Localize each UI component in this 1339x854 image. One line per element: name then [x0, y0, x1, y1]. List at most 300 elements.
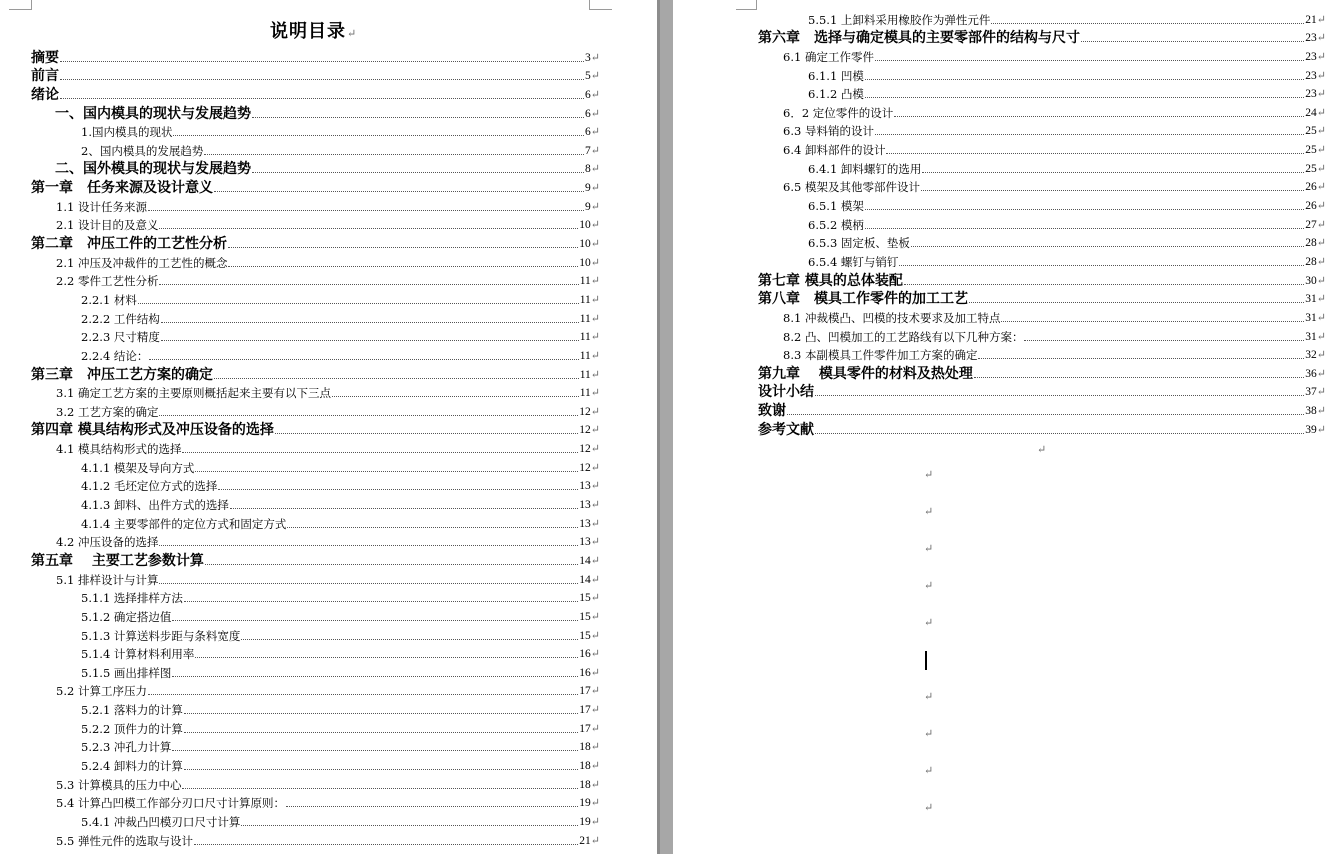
toc-page-number: 12: [579, 443, 591, 456]
toc-entry[interactable]: [0, 719, 600, 738]
toc-dot-leader: [1081, 41, 1304, 42]
toc-entry-text: 5.2 计算工序压力: [56, 684, 147, 699]
toc-page-number: 17: [579, 722, 591, 735]
toc-entry-text: 5.2.3 冲孔力计算: [81, 740, 172, 755]
toc-dot-leader: [886, 153, 1304, 154]
toc-entry[interactable]: [0, 234, 1326, 253]
toc-dot-leader: [182, 452, 578, 453]
paragraph-mark: ↵: [924, 801, 934, 814]
paragraph-mark: ↵: [590, 609, 600, 623]
toc-page-number: 6: [585, 107, 591, 120]
toc-page-number: 31: [1305, 330, 1317, 343]
toc-dot-leader: [787, 414, 1304, 415]
paragraph-mark: ↵: [1316, 292, 1326, 306]
toc-entry-text: 4.1 模具结构形式的选择: [56, 442, 182, 457]
toc-entry[interactable]: [0, 290, 1326, 309]
toc-entry-text: 5.2.1 落料力的计算: [81, 703, 183, 718]
toc-page-number: 11: [579, 349, 591, 362]
toc-entry[interactable]: [0, 458, 600, 477]
text-cursor: [925, 651, 927, 670]
paragraph-mark: ↵: [1316, 366, 1326, 380]
paragraph-mark: ↵: [590, 721, 600, 735]
toc-entry[interactable]: [0, 29, 1326, 48]
toc-entry-text: 5.1.1 选择排样方法: [81, 591, 183, 606]
paragraph-mark: ↵: [1316, 385, 1326, 399]
toc-entry[interactable]: [0, 159, 1326, 178]
toc-entry[interactable]: [0, 122, 1326, 141]
toc-entry[interactable]: [0, 401, 1326, 420]
toc-entry-text: 第三章 冲压工艺方案的确定: [31, 366, 213, 383]
paragraph-mark: ↵: [1316, 422, 1326, 436]
paragraph-mark: ↵: [590, 535, 600, 549]
toc-entry-text: 6．2 定位零件的设计: [783, 105, 894, 120]
paragraph-mark: ↵: [590, 684, 600, 698]
toc-entry-text: 4.1.4 主要零部件的定位方式和固定方式: [81, 516, 287, 531]
paragraph-mark: ↵: [590, 311, 600, 325]
toc-dot-leader: [899, 265, 1304, 266]
toc-entry[interactable]: [0, 308, 1326, 327]
paragraph-mark: ↵: [1316, 180, 1326, 194]
toc-dot-leader: [865, 97, 1304, 98]
toc-page-number: 31: [1305, 293, 1317, 306]
toc-entry[interactable]: [0, 271, 1326, 290]
toc-entry-text: 6.5 模架及其他零部件设计: [783, 180, 920, 195]
toc-entry-text: 2.2.2 工件结构: [81, 311, 160, 326]
paragraph-mark: ↵: [590, 498, 600, 512]
toc-entry[interactable]: [0, 645, 600, 664]
paragraph-mark: ↵: [590, 404, 600, 418]
toc-page-number: 13: [579, 499, 591, 512]
toc-entry[interactable]: [0, 364, 1326, 383]
toc-dot-leader: [911, 246, 1304, 247]
toc-page-number: 15: [579, 629, 591, 642]
toc-dot-leader: [286, 806, 578, 807]
toc-page-number: 25: [1305, 144, 1317, 157]
paragraph-mark: ↵: [590, 423, 600, 437]
toc-entry-text: 6.1 确定工作零件: [783, 49, 874, 64]
toc-dot-leader: [148, 694, 578, 695]
toc-title[interactable]: 说明目录↵: [270, 21, 358, 42]
toc-entry-text: 4.1.3 卸料、出件方式的选择: [81, 498, 229, 513]
toc-page-number: 13: [579, 517, 591, 530]
paragraph-mark: ↵: [1316, 105, 1326, 119]
toc-page-number: 8: [585, 163, 591, 176]
toc-entry-text: 二、国外模具的现状与发展趋势: [55, 161, 251, 178]
paragraph-mark: ↵: [590, 218, 600, 232]
toc-entry-text: 5.5.1 上卸料采用橡胶作为弹性元件: [808, 12, 991, 27]
toc-entry-text: 2.1 冲压及冲裁件的工艺性的概念: [56, 255, 228, 270]
toc-dot-leader: [865, 79, 1304, 80]
toc-entry[interactable]: [0, 215, 1326, 234]
toc-entry[interactable]: [0, 47, 1326, 66]
toc-page-number: 12: [579, 461, 591, 474]
toc-page-number: 14: [579, 554, 591, 567]
toc-entry-text: 设计小结: [758, 384, 814, 401]
toc-entry-text: 6.5.2 模柄: [808, 217, 864, 232]
toc-entry[interactable]: [0, 663, 600, 682]
toc-entry-text: 5.2.4 卸料力的计算: [81, 758, 183, 773]
paragraph-mark: ↵: [1316, 143, 1326, 157]
toc-dot-leader: [172, 750, 578, 751]
toc-page-number: 6: [585, 88, 591, 101]
toc-dot-leader: [184, 769, 578, 770]
toc-page-number: 10: [579, 238, 591, 251]
toc-entry[interactable]: [0, 794, 600, 813]
toc-page-number: 13: [579, 536, 591, 549]
toc-dot-leader: [172, 620, 578, 621]
toc-page-number: 23: [1305, 32, 1317, 45]
toc-dot-leader: [195, 471, 578, 472]
toc-page-number: 17: [579, 685, 591, 698]
toc-entry-text: 第五章 主要工艺参数计算: [31, 552, 204, 569]
toc-entry-text: 6.3 导料销的设计: [783, 124, 874, 139]
toc-dot-leader: [230, 508, 578, 509]
toc-entry-text: 3.1 确定工艺方案的主要原则概括起来主要有以下三点: [56, 386, 331, 401]
toc-dot-leader: [159, 583, 578, 584]
toc-page-number: 11: [579, 331, 591, 344]
paragraph-mark: ↵: [1316, 68, 1326, 82]
paragraph-mark: ↵: [590, 796, 600, 810]
paragraph-mark: ↵: [1316, 124, 1326, 138]
toc-page-number: 12: [579, 424, 591, 437]
toc-entry[interactable]: [0, 533, 600, 552]
toc-entry[interactable]: [0, 196, 1326, 215]
toc-entry[interactable]: [0, 66, 1326, 85]
toc-page-number: 39: [1305, 423, 1317, 436]
toc-page-number: 23: [1305, 69, 1317, 82]
toc-entry[interactable]: [0, 551, 600, 570]
toc-dot-leader: [194, 844, 578, 845]
paragraph-mark: ↵: [590, 591, 600, 605]
toc-entry[interactable]: [0, 178, 1326, 197]
toc-entry-text: 第一章 任务来源及设计意义: [31, 180, 213, 197]
toc-dot-leader: [172, 676, 578, 677]
toc-entry-text: 前言: [31, 68, 59, 85]
toc-page-number: 16: [579, 666, 591, 679]
toc-entry-text: 8.1 冲裁模凸、凹模的技术要求及加工特点: [783, 310, 1001, 325]
toc-entry[interactable]: [0, 626, 600, 645]
paragraph-mark: ↵: [1316, 273, 1326, 287]
toc-page-number: 6: [585, 126, 591, 139]
toc-entry[interactable]: [0, 495, 600, 514]
paragraph-mark: ↵: [1316, 329, 1326, 343]
toc-dot-leader: [875, 134, 1304, 135]
toc-page-number: 28: [1305, 255, 1317, 268]
toc-page-number: 18: [579, 741, 591, 754]
toc-entry-text: 4.1.1 模架及导向方式: [81, 460, 195, 475]
paragraph-mark: ↵: [1316, 310, 1326, 324]
toc-dot-leader: [865, 209, 1304, 210]
crop-mark-top-right: [589, 0, 612, 10]
toc-dot-leader: [159, 545, 578, 546]
toc-dot-leader: [974, 377, 1304, 378]
paragraph-mark: ↵: [590, 460, 600, 474]
paragraph-mark: ↵: [590, 442, 600, 456]
toc-entry-text: 5.1.2 确定搭边值: [81, 609, 172, 624]
toc-entry-text: 8.2 凸、凹模加工的工艺路线有以下几种方案：: [783, 329, 1024, 344]
toc-entry-text: 3.2 工艺方案的确定: [56, 404, 159, 419]
toc-entry-text: 5.2.2 顶件力的计算: [81, 721, 183, 736]
paragraph-mark: ↵: [590, 572, 600, 586]
toc-dot-leader: [815, 395, 1304, 396]
toc-entry[interactable]: [0, 85, 1326, 104]
toc-page-number: 25: [1305, 125, 1317, 138]
toc-entry-text: 5.1.4 计算材料利用率: [81, 647, 195, 662]
paragraph-mark: ↵: [590, 628, 600, 642]
toc-entry-text: 4.2 冲压设备的选择: [56, 535, 159, 550]
paragraph-mark: ↵: [590, 292, 600, 306]
toc-page-number: 24: [1305, 106, 1317, 119]
paragraph-mark: ↵: [590, 348, 600, 362]
toc-dot-leader: [904, 284, 1304, 285]
paragraph-mark: ↵: [1316, 348, 1326, 362]
paragraph-mark: ↵: [590, 386, 600, 400]
toc-entry-text: 绪论: [31, 86, 59, 103]
toc-entry-text: 第七章 模具的总体装配: [758, 272, 903, 289]
toc-entry-text: 2、国内模具的发展趋势: [81, 143, 204, 158]
toc-page-number: 30: [1305, 274, 1317, 287]
paragraph-mark: ↵: [1316, 254, 1326, 268]
toc-dot-leader: [184, 713, 578, 714]
toc-entry[interactable]: [0, 383, 1326, 402]
toc-entry[interactable]: [0, 812, 600, 831]
toc-entry-text: 第九章 模具零件的材料及热处理: [758, 365, 973, 382]
paragraph-mark: ↵: [590, 125, 600, 139]
toc-page-number: 23: [1305, 50, 1317, 63]
toc-dot-leader: [865, 228, 1304, 229]
paragraph-mark: ↵: [590, 647, 600, 661]
toc-entry[interactable]: [0, 738, 600, 757]
paragraph-mark: ↵: [924, 468, 934, 481]
toc-entry[interactable]: [0, 420, 1326, 439]
toc-page-number: 16: [579, 648, 591, 661]
toc-dot-leader: [184, 601, 578, 602]
toc-entry[interactable]: [0, 327, 1326, 346]
toc-list-right: [0, 10, 1326, 439]
paragraph-mark: ↵: [924, 505, 934, 518]
toc-entry[interactable]: [0, 140, 1326, 159]
toc-page-number: 15: [579, 610, 591, 623]
toc-entry-text: 4.1.2 毛坯定位方式的选择: [81, 479, 218, 494]
toc-page-number: 7: [585, 144, 591, 157]
toc-entry[interactable]: [0, 477, 600, 496]
paragraph-mark: ↵: [1316, 199, 1326, 213]
toc-entry-text: 5.5 弹性元件的选取与设计: [56, 833, 193, 848]
toc-page-number: 23: [1305, 88, 1317, 101]
toc-page-number: 17: [579, 704, 591, 717]
toc-page-number: 37: [1305, 386, 1317, 399]
toc-entry[interactable]: [0, 346, 1326, 365]
toc-page-number: 32: [1305, 349, 1317, 362]
toc-entry-text: 摘要: [31, 49, 59, 66]
toc-entry-text: 参考文献: [758, 421, 814, 438]
toc-entry-text: 1.1 设计任务来源: [56, 199, 147, 214]
toc-dot-leader: [922, 172, 1304, 173]
toc-page-number: 18: [579, 778, 591, 791]
toc-page-number: 36: [1305, 367, 1317, 380]
paragraph-mark: ↵: [590, 479, 600, 493]
toc-page-number: 14: [579, 573, 591, 586]
toc-page-number: 19: [579, 797, 591, 810]
toc-dot-leader: [205, 564, 578, 565]
toc-page-number: 11: [579, 312, 591, 325]
paragraph-mark: ↵: [590, 516, 600, 530]
toc-entry-text: 2.2.3 尺寸精度: [81, 330, 160, 345]
toc-entry-text: 5.1.3 计算送料步距与条料宽度: [81, 628, 241, 643]
toc-entry[interactable]: [0, 103, 1326, 122]
toc-dot-leader: [1001, 321, 1304, 322]
toc-page-number: 3: [585, 51, 591, 64]
paragraph-mark: ↵: [590, 199, 600, 213]
toc-entry-text: 第八章 模具工作零件的加工工艺: [758, 291, 968, 308]
toc-page-number: 10: [579, 256, 591, 269]
paragraph-mark: ↵: [590, 255, 600, 269]
toc-page-number: 21: [579, 834, 591, 847]
paragraph-mark: ↵: [590, 87, 600, 101]
paragraph-mark: ↵: [1316, 236, 1326, 250]
paragraph-mark: ↵: [590, 777, 600, 791]
toc-dot-leader: [921, 190, 1304, 191]
toc-page-number: 11: [579, 387, 591, 400]
toc-dot-leader: [978, 358, 1304, 359]
toc-entry-text: 6.1.2 凸模: [808, 87, 864, 102]
paragraph-mark: ↵: [924, 616, 934, 629]
paragraph-mark: ↵: [1316, 49, 1326, 63]
toc-entry[interactable]: [0, 607, 600, 626]
toc-entry-text: 5.3 计算模具的压力中心: [56, 777, 182, 792]
paragraph-mark: ↵: [1316, 217, 1326, 231]
toc-entry[interactable]: [0, 10, 1326, 29]
toc-page-number: 19: [579, 815, 591, 828]
toc-page-number: 10: [579, 219, 591, 232]
toc-entry[interactable]: [0, 252, 1326, 271]
toc-entry-text: 致谢: [758, 403, 786, 420]
toc-dot-leader: [182, 788, 578, 789]
paragraph-mark: ↵: [1316, 161, 1326, 175]
paragraph-mark: ↵: [924, 579, 934, 592]
paragraph-mark: ↵: [1316, 12, 1326, 26]
paragraph-mark: ↵: [590, 69, 600, 83]
toc-entry-text: 1.国内模具的现状: [81, 125, 173, 140]
paragraph-mark: ↵: [924, 690, 934, 703]
toc-entry-text: 6.5.3 固定板、垫板: [808, 236, 910, 251]
paragraph-mark: ↵: [590, 274, 600, 288]
toc-entry[interactable]: [0, 831, 600, 850]
paragraph-mark: ↵: [590, 553, 600, 567]
toc-entry[interactable]: [0, 570, 600, 589]
toc-entry-text: 2.1 设计目的及意义: [56, 218, 159, 233]
paragraph-mark: ↵: [1037, 443, 1047, 456]
toc-page-number: 27: [1305, 218, 1317, 231]
toc-entry-text: 2.2 零件工艺性分析: [56, 274, 159, 289]
toc-page-number: 11: [579, 275, 591, 288]
paragraph-mark: ↵: [590, 143, 600, 157]
paragraph-mark: ↵: [590, 237, 600, 251]
toc-dot-leader: [241, 825, 578, 826]
toc-page-number: 11: [579, 293, 591, 306]
toc-dot-leader: [991, 23, 1304, 24]
toc-entry[interactable]: [0, 775, 600, 794]
paragraph-mark: ↵: [924, 727, 934, 740]
toc-page-number: 26: [1305, 200, 1317, 213]
toc-entry-text: 5.1.5 画出排样图: [81, 665, 172, 680]
toc-entry-text: 6.5.4 螺钉与销钉: [808, 254, 899, 269]
paragraph-mark: ↵: [590, 181, 600, 195]
paragraph-mark: ↵: [590, 106, 600, 120]
paragraph-mark: ↵: [590, 758, 600, 772]
toc-dot-leader: [875, 60, 1304, 61]
paragraph-mark: ↵: [924, 764, 934, 777]
toc-entry-text: 6.4.1 卸料螺钉的选用: [808, 161, 922, 176]
toc-page-number: 12: [579, 405, 591, 418]
toc-page-number: 26: [1305, 181, 1317, 194]
paragraph-mark: ↵: [590, 330, 600, 344]
paragraph-mark: ↵: [590, 50, 600, 64]
toc-page-number: 18: [579, 759, 591, 772]
toc-entry-text: 2.2.1 材料: [81, 292, 137, 307]
toc-entry-text: 第四章 模具结构形式及冲压设备的选择: [31, 422, 274, 439]
toc-dot-leader: [969, 302, 1304, 303]
toc-dot-leader: [287, 527, 578, 528]
toc-page-number: 31: [1305, 311, 1317, 324]
paragraph-mark: ↵: [590, 703, 600, 717]
toc-dot-leader: [894, 116, 1304, 117]
toc-entry[interactable]: [0, 682, 600, 701]
toc-entry-text: 5.4 计算凸凹模工作部分刃口尺寸计算原则：: [56, 796, 285, 811]
toc-entry[interactable]: [0, 756, 600, 775]
toc-page-number: 15: [579, 592, 591, 605]
paragraph-mark: ↵: [590, 162, 600, 176]
toc-entry-text: 一、国内模具的现状与发展趋势: [55, 105, 251, 122]
paragraph-mark: ↵: [1316, 31, 1326, 45]
toc-page-number: 21: [1305, 13, 1317, 26]
toc-entry-text: 6.4 卸料部件的设计: [783, 143, 886, 158]
paragraph-mark: ↵: [590, 833, 600, 847]
toc-entry-text: 第六章 选择与确定模具的主要零部件的结构与尺寸: [758, 30, 1080, 47]
toc-entry-text: 5.1 排样设计与计算: [56, 572, 159, 587]
toc-page-number: 11: [579, 368, 591, 381]
toc-dot-leader: [184, 732, 578, 733]
toc-entry[interactable]: [0, 589, 600, 608]
toc-entry[interactable]: [0, 514, 600, 533]
toc-entry-text: 6.1.1 凹模: [808, 68, 864, 83]
paragraph-mark: ↵: [924, 542, 934, 555]
toc-page-number: 25: [1305, 162, 1317, 175]
toc-page-number: 9: [585, 182, 591, 195]
toc-page-number: 13: [579, 480, 591, 493]
toc-entry-text: 第二章 冲压工件的工艺性分析: [31, 236, 227, 253]
paragraph-mark: ↵: [1316, 404, 1326, 418]
toc-entry[interactable]: [0, 700, 600, 719]
crop-mark-top-left: [9, 0, 32, 10]
paragraph-mark: ↵: [1316, 87, 1326, 101]
paragraph-mark: ↵: [590, 665, 600, 679]
toc-entry-text: 6.5.1 模架: [808, 199, 864, 214]
paragraph-mark: ↵: [590, 367, 600, 381]
crop-mark-top-left: [736, 0, 757, 10]
toc-entry-text: 8.3 本副模具工件零件加工方案的确定: [783, 348, 978, 363]
toc-dot-leader: [218, 489, 578, 490]
toc-page-number: 9: [585, 200, 591, 213]
toc-entry-text: 2.2.4 结论：: [81, 348, 149, 363]
paragraph-mark: ↵: [590, 814, 600, 828]
toc-page-number: 5: [585, 70, 591, 83]
toc-dot-leader: [815, 433, 1304, 434]
toc-entry[interactable]: [0, 439, 600, 458]
toc-dot-leader: [1024, 340, 1304, 341]
toc-dot-leader: [241, 639, 578, 640]
toc-page-number: 28: [1305, 237, 1317, 250]
